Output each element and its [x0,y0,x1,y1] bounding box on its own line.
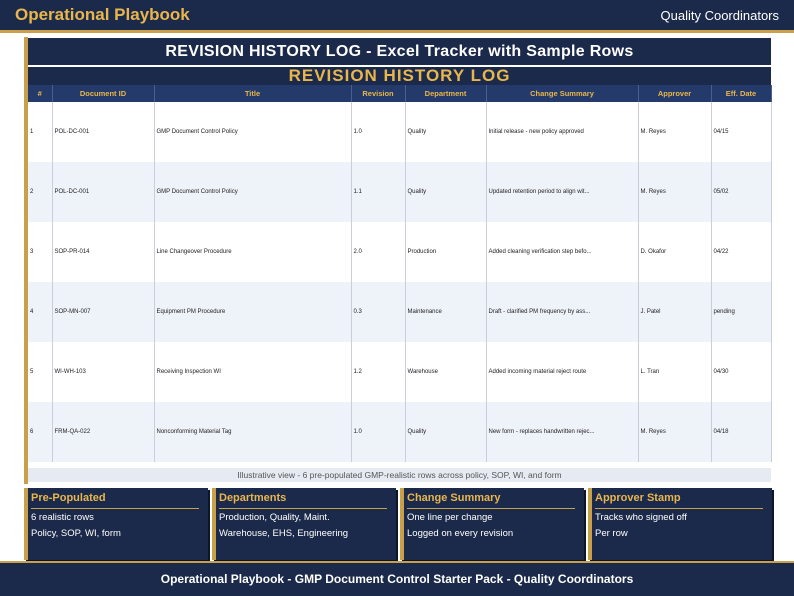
card-title: Pre-Populated [31,492,106,504]
cell-title[interactable]: GMP Document Control Policy [154,102,351,162]
cell-title[interactable]: Line Changeover Procedure [154,222,351,282]
cell-change-summary[interactable]: Added cleaning verification step befo... [486,222,638,282]
cell-change-summary[interactable]: Initial release - new policy approved [486,102,638,162]
cell-revision[interactable]: 1.0 [351,102,405,162]
cell-eff-date[interactable]: 05/02 [711,162,771,222]
cell-document-id[interactable]: POL-DC-001 [52,102,154,162]
card-rule [31,508,199,509]
cell-eff-date[interactable]: 04/15 [711,102,771,162]
cell-change-summary[interactable]: Draft - clarified PM frequency by ass... [486,282,638,342]
cell-approver[interactable]: M. Reyes [638,402,711,462]
cell-department[interactable]: Quality [405,102,486,162]
column-header-change-summary[interactable]: Change Summary [486,85,638,102]
cell-number[interactable]: 3 [28,222,52,282]
cell-title[interactable]: Nonconforming Material Tag [154,402,351,462]
table-row[interactable] [28,282,771,342]
card-departments [212,488,396,560]
card-title: Change Summary [407,492,501,504]
column-header-revision[interactable]: Revision [351,85,405,102]
card-pre-populated [24,488,208,560]
brand-title: Operational Playbook [15,5,190,24]
column-header-approver[interactable]: Approver [638,85,711,102]
table-header-row [28,85,771,102]
cell-approver[interactable]: M. Reyes [638,162,711,222]
page-banner: REVISION HISTORY LOG - Excel Tracker with Sample Rows [28,38,771,65]
cell-document-id[interactable]: SOP-MN-007 [52,282,154,342]
card-line: Logged on every revision [407,528,514,539]
cell-department[interactable]: Quality [405,402,486,462]
column-header-document-id[interactable]: Document ID [52,85,154,102]
cell-document-id[interactable]: FRM-QA-022 [52,402,154,462]
cell-title[interactable]: Equipment PM Procedure [154,282,351,342]
cell-eff-date[interactable]: 04/30 [711,342,771,402]
card-line: 6 realistic rows [31,512,94,523]
cell-revision[interactable]: 2.0 [351,222,405,282]
cell-approver[interactable]: M. Reyes [638,102,711,162]
cell-eff-date[interactable]: 04/18 [711,402,771,462]
cell-eff-date[interactable]: pending [711,282,771,342]
cell-title[interactable]: Receiving Inspection WI [154,342,351,402]
cell-number[interactable]: 5 [28,342,52,402]
card-approver-stamp [588,488,772,560]
cell-document-id[interactable]: SOP-PR-014 [52,222,154,282]
table-body [28,102,771,462]
card-line: Production, Quality, Maint. [219,512,330,523]
cell-number[interactable]: 4 [28,282,52,342]
table-row[interactable] [28,402,771,462]
cell-revision[interactable]: 0.3 [351,282,405,342]
column-header-number[interactable]: # [28,85,52,102]
cell-revision[interactable]: 1.0 [351,402,405,462]
table-caption: Illustrative view - 6 pre-populated GMP-realistic rows across policy, SOP, WI, and form [28,468,771,482]
cell-department[interactable]: Production [405,222,486,282]
card-title: Approver Stamp [595,492,681,504]
cell-department[interactable]: Maintenance [405,282,486,342]
cell-department[interactable]: Warehouse [405,342,486,402]
cell-number[interactable]: 6 [28,402,52,462]
table-row[interactable] [28,102,771,162]
cell-title[interactable]: GMP Document Control Policy [154,162,351,222]
card-line: Tracks who signed off [595,512,687,523]
cell-number[interactable]: 1 [28,102,52,162]
card-rule [595,508,763,509]
column-header-eff-date[interactable]: Eff. Date [711,85,771,102]
cell-approver[interactable]: L. Tran [638,342,711,402]
cell-number[interactable]: 2 [28,162,52,222]
column-header-department[interactable]: Department [405,85,486,102]
table-row[interactable] [28,162,771,222]
cell-approver[interactable]: D. Okafor [638,222,711,282]
cell-eff-date[interactable]: 04/22 [711,222,771,282]
cell-document-id[interactable]: WI-WH-103 [52,342,154,402]
card-line: Warehouse, EHS, Engineering [219,528,349,539]
cell-department[interactable]: Quality [405,162,486,222]
cell-revision[interactable]: 1.1 [351,162,405,222]
card-rule [219,508,387,509]
sheet-title: REVISION HISTORY LOG [28,67,771,85]
cell-change-summary[interactable]: Added incoming material reject route [486,342,638,402]
revision-log-table [28,85,772,462]
card-line: One line per change [407,512,493,523]
cell-revision[interactable]: 1.2 [351,342,405,402]
card-change-summary [400,488,584,560]
cell-document-id[interactable]: POL-DC-001 [52,162,154,222]
column-header-title[interactable]: Title [154,85,351,102]
table-row[interactable] [28,342,771,402]
cell-change-summary[interactable]: Updated retention period to align wit... [486,162,638,222]
cell-change-summary[interactable]: New form - replaces handwritten rejec... [486,402,638,462]
gold-divider [0,30,794,33]
top-bar [0,0,794,30]
cell-approver[interactable]: J. Patel [638,282,711,342]
card-line: Policy, SOP, WI, form [31,528,121,539]
footer-bar: Operational Playbook - GMP Document Control Starter Pack - Quality Coordinators [0,561,794,596]
audience-label: Quality Coordinators [660,8,779,23]
card-title: Departments [219,492,287,504]
card-line: Per row [595,528,628,539]
table-row[interactable] [28,222,771,282]
card-rule [407,508,575,509]
